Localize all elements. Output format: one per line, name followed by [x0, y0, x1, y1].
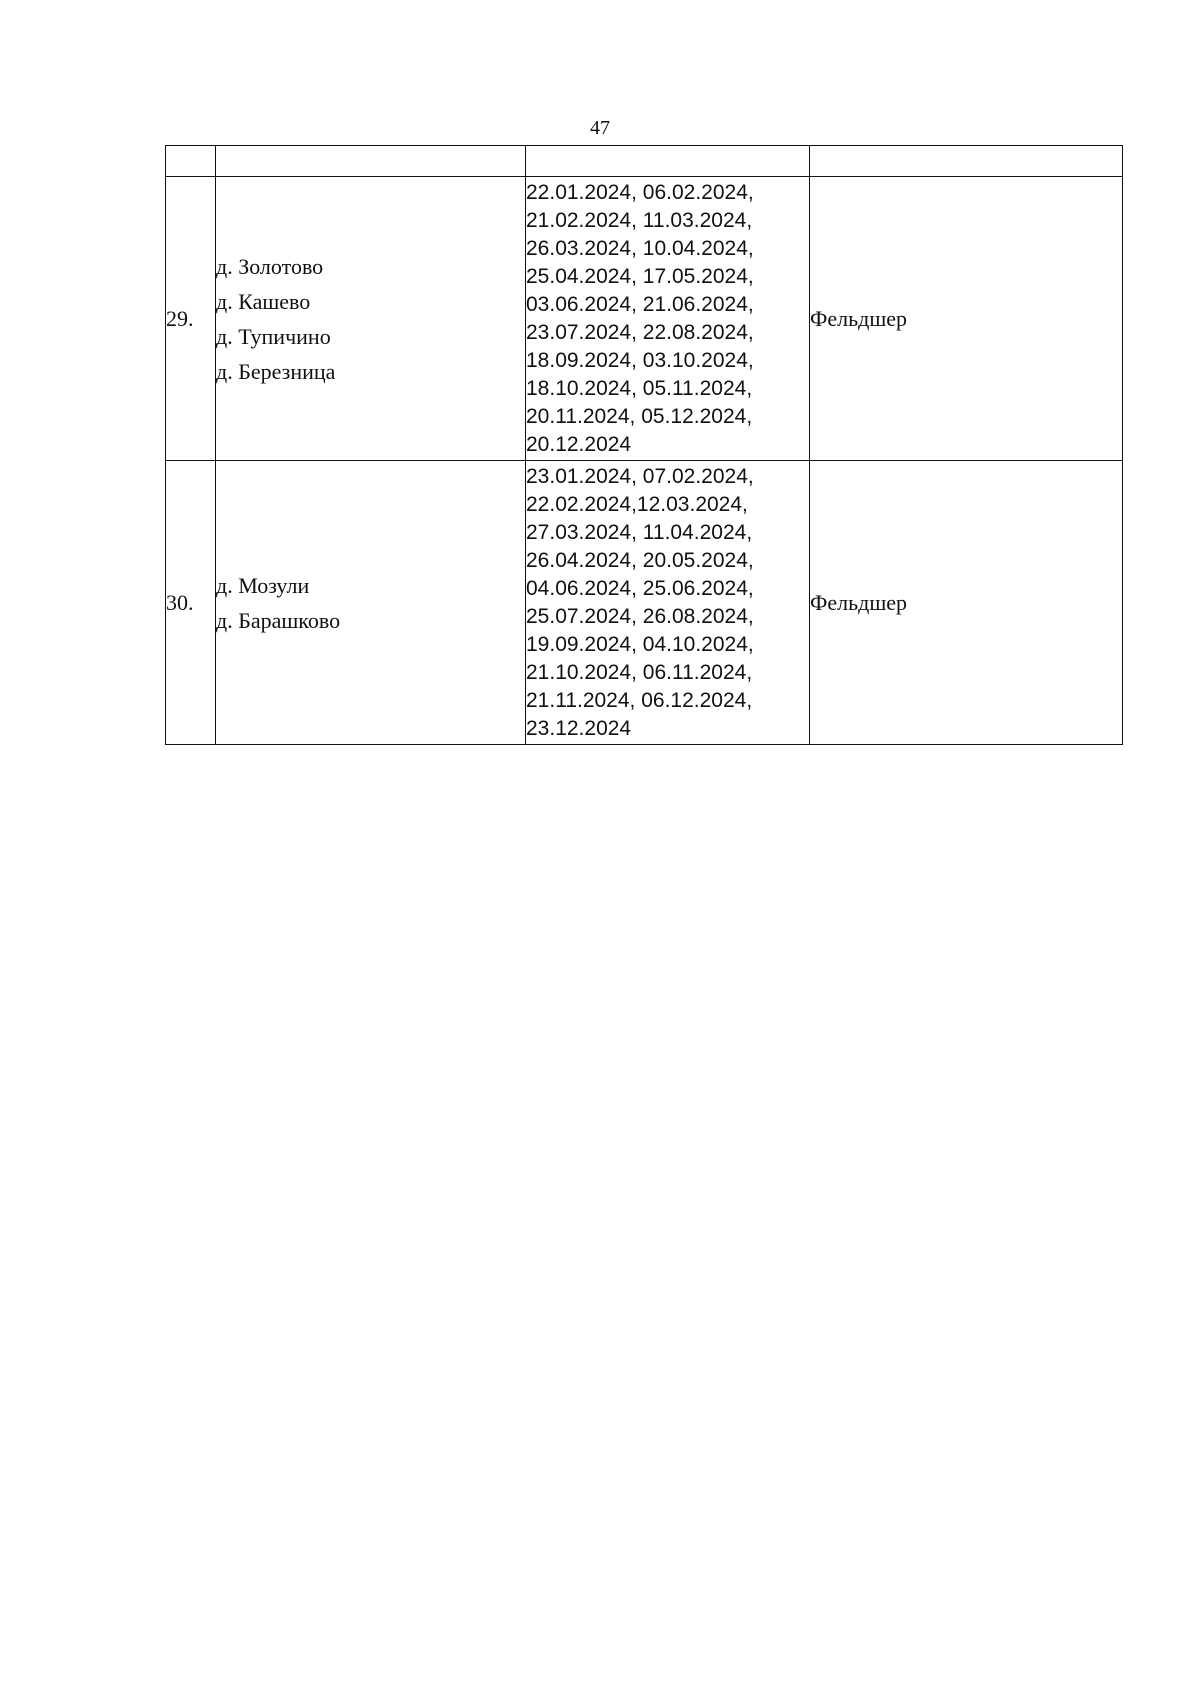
- date-line: 23.12.2024: [526, 716, 632, 740]
- date-line: 23.07.2024, 22.08.2024,: [526, 320, 754, 344]
- header-cell-number: [166, 146, 216, 177]
- date-line: 18.09.2024, 03.10.2024,: [526, 348, 754, 372]
- date-line: 20.12.2024: [526, 432, 632, 456]
- row-number: 30.: [166, 461, 216, 745]
- table-header-row: [166, 146, 1123, 177]
- date-line: 22.01.2024, 06.02.2024,: [526, 180, 754, 204]
- header-cell-locations: [216, 146, 526, 177]
- table-row: [166, 177, 1123, 461]
- row-staff: Фельдшер: [810, 461, 1123, 745]
- date-line: 25.04.2024, 17.05.2024,: [526, 264, 754, 288]
- date-line: 03.06.2024, 21.06.2024,: [526, 292, 754, 316]
- date-line: 04.06.2024, 25.06.2024,: [526, 576, 754, 600]
- date-line: 27.03.2024, 11.04.2024,: [526, 520, 753, 544]
- location-name: д. Березница: [216, 358, 336, 384]
- location-name: д. Мозули: [216, 572, 310, 598]
- location-name: д. Золотово: [216, 253, 324, 279]
- date-line: 25.07.2024, 26.08.2024,: [526, 604, 754, 628]
- row-staff: Фельдшер: [810, 177, 1123, 461]
- location-name: д. Тупичино: [216, 323, 331, 349]
- page-number: 47: [590, 117, 610, 139]
- schedule-table: [165, 145, 1123, 745]
- row-dates: [526, 461, 810, 745]
- location-name: д. Барашково: [216, 607, 341, 633]
- header-cell-dates: [526, 146, 810, 177]
- table-row: [166, 461, 1123, 745]
- date-line: 26.03.2024, 10.04.2024,: [526, 236, 754, 260]
- date-line: 20.11.2024, 05.12.2024,: [526, 404, 753, 428]
- date-line: 18.10.2024, 05.11.2024,: [526, 376, 753, 400]
- date-line: 21.11.2024, 06.12.2024,: [526, 688, 753, 712]
- date-line: 22.02.2024,12.03.2024,: [526, 492, 748, 516]
- header-cell-staff: [810, 146, 1123, 177]
- location-name: д. Кашево: [216, 288, 311, 314]
- row-number: 29.: [166, 177, 216, 461]
- date-line: 21.02.2024, 11.03.2024,: [526, 208, 753, 232]
- row-dates: [526, 177, 810, 461]
- date-line: 19.09.2024, 04.10.2024,: [526, 632, 754, 656]
- date-line: 26.04.2024, 20.05.2024,: [526, 548, 754, 572]
- date-line: 23.01.2024, 07.02.2024,: [526, 464, 754, 488]
- date-line: 21.10.2024, 06.11.2024,: [526, 660, 753, 684]
- row-locations: [216, 177, 526, 461]
- row-locations: [216, 461, 526, 745]
